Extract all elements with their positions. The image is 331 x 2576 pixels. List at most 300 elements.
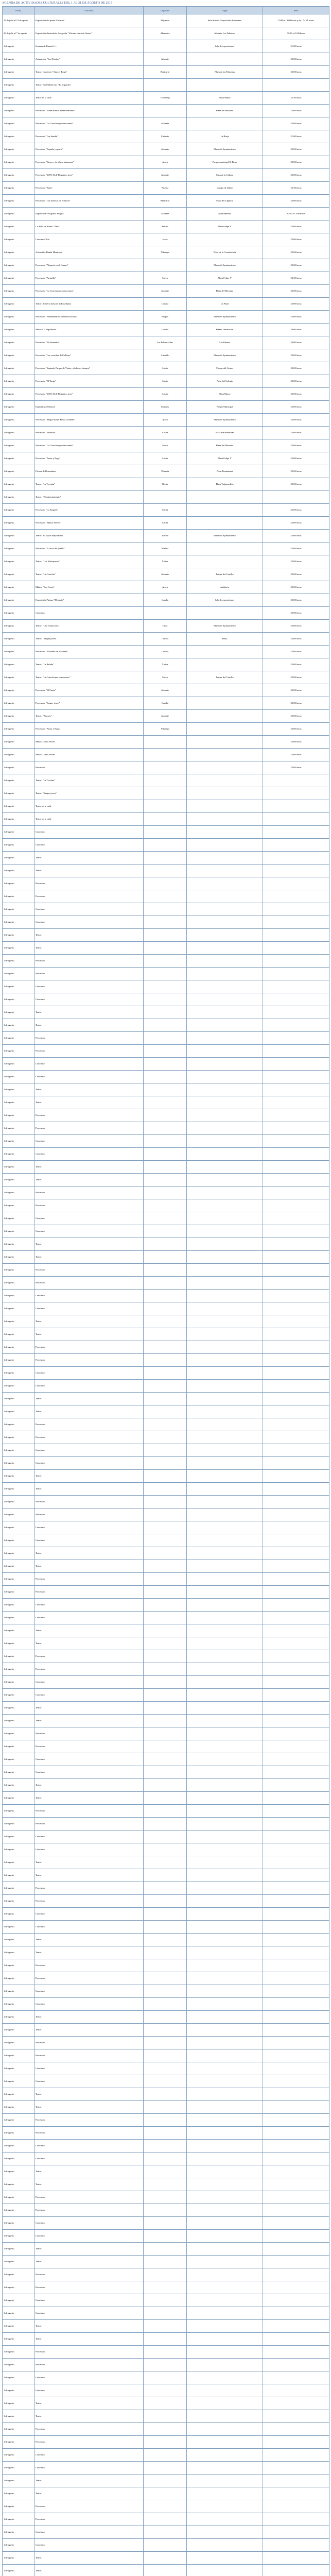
organizer-cell: Alicante: [144, 285, 187, 298]
place-cell: Plaza: [187, 633, 263, 646]
time-cell: [263, 1418, 329, 1431]
place-cell: [187, 839, 263, 852]
place-cell: [187, 1367, 263, 1380]
table-row: [3, 1019, 329, 1032]
organizer-cell: Alicante: [144, 53, 187, 66]
organizer-cell: Ayora: [144, 414, 187, 427]
organizer-cell: Cullera: [144, 646, 187, 658]
time-cell: [263, 1199, 329, 1212]
place-cell: [187, 1934, 263, 1946]
organizer-cell: [144, 1290, 187, 1302]
place-cell: [187, 1251, 263, 1264]
organizer-cell: [144, 1663, 187, 1676]
table-row: [3, 1689, 329, 1702]
place-cell: La Plaza: [187, 298, 263, 311]
table-row: [3, 568, 329, 581]
organizer-cell: [144, 1637, 187, 1650]
activity-cell: Concierto: [34, 2075, 144, 2088]
organizer-cell: [144, 1624, 187, 1637]
time-cell: [263, 2049, 329, 2062]
activity-cell: Teatro: [34, 2552, 144, 2565]
organizer-cell: [144, 1341, 187, 1354]
time-cell: [263, 1071, 329, 1083]
date-cell: 1 de agosto: [3, 1405, 34, 1418]
date-cell: 1 de agosto: [3, 1444, 34, 1457]
table-row: [3, 1573, 329, 1586]
table-row: [3, 787, 329, 800]
header-actividad: Actividad: [34, 7, 144, 14]
date-cell: 1 de agosto: [3, 427, 34, 439]
place-cell: [187, 1328, 263, 1341]
date-cell: 1 de agosto: [3, 1019, 34, 1032]
place-cell: [187, 1225, 263, 1238]
place-cell: [187, 1831, 263, 1843]
table-row: [3, 671, 329, 684]
activity-cell: Música Cinco Flores: [34, 749, 144, 761]
table-row: [3, 14, 329, 27]
organizer-cell: [144, 105, 187, 117]
table-row: [3, 2268, 329, 2281]
place-cell: [187, 1006, 263, 1019]
organizer-cell: Las Palmas Altas: [144, 336, 187, 349]
time-cell: [263, 839, 329, 852]
place-cell: [187, 1174, 263, 1187]
time-cell: [263, 1496, 329, 1509]
organizer-cell: [144, 1586, 187, 1599]
table-row: [3, 2153, 329, 2165]
place-cell: Plaza del Ayuntamiento: [187, 414, 263, 427]
table-row: [3, 736, 329, 749]
place-cell: [187, 1908, 263, 1921]
time-cell: [263, 2075, 329, 2088]
place-cell: [187, 491, 263, 504]
place-cell: [187, 2243, 263, 2256]
date-cell: 1 de agosto: [3, 2153, 34, 2165]
activity-cell: Teatro: [34, 1470, 144, 1483]
organizer-cell: [144, 736, 187, 749]
activity-cell: Procesión: [34, 2191, 144, 2204]
organizer-cell: Aldaia: [144, 427, 187, 439]
date-cell: 1 de agosto: [3, 1521, 34, 1534]
organizer-cell: [144, 2449, 187, 2462]
time-cell: [263, 1405, 329, 1418]
table-row: [3, 620, 329, 633]
time-cell: [263, 826, 329, 839]
date-cell: 1 de agosto: [3, 1393, 34, 1405]
activity-cell: Procesión: [34, 1109, 144, 1122]
activity-cell: Concierto: [34, 2371, 144, 2384]
table-row: [3, 2513, 329, 2526]
organizer-cell: [144, 980, 187, 993]
activity-cell: Procesión: [34, 761, 144, 774]
place-cell: [187, 1483, 263, 1496]
time-cell: [263, 1985, 329, 1998]
organizer-cell: [144, 1753, 187, 1766]
activity-cell: Procesión: "Amarillo": [34, 272, 144, 285]
date-cell: 1 de agosto: [3, 2256, 34, 2268]
time-cell: [263, 1174, 329, 1187]
table-row: [3, 1534, 329, 1547]
organizer-cell: [144, 1405, 187, 1418]
date-cell: 1 de agosto: [3, 130, 34, 143]
activity-cell: Actuación: Banda Municipal: [34, 246, 144, 259]
activity-cell: Teatro: [34, 2165, 144, 2178]
date-cell: 1 de agosto: [3, 336, 34, 349]
activity-cell: Concierto: [34, 1985, 144, 1998]
time-cell: [263, 1702, 329, 1715]
time-cell: [263, 1727, 329, 1740]
place-cell: [187, 1019, 263, 1032]
time-cell: [263, 1225, 329, 1238]
time-cell: [263, 1264, 329, 1277]
time-cell: [263, 2384, 329, 2397]
organizer-cell: [144, 2436, 187, 2449]
table-row: [3, 968, 329, 980]
time-cell: [263, 1122, 329, 1135]
activity-cell: Procesión: "La Sangría": [34, 504, 144, 517]
table-row: [3, 1818, 329, 1831]
place-cell: [187, 1199, 263, 1212]
date-cell: 1 de agosto: [3, 684, 34, 697]
time-cell: 22:00 horas: [263, 414, 329, 427]
table-row: [3, 2436, 329, 2449]
organizer-cell: Alicante: [144, 169, 187, 182]
table-row: [3, 2539, 329, 2552]
table-row: [3, 1959, 329, 1972]
time-cell: [263, 1302, 329, 1315]
activity-cell: Procesión: [34, 1663, 144, 1676]
agenda-table-body: [3, 14, 329, 2576]
table-row: [3, 1418, 329, 1431]
place-cell: [187, 1405, 263, 1418]
table-row: [3, 182, 329, 195]
table-row: [3, 865, 329, 877]
organizer-cell: Torrevieja: [144, 92, 187, 105]
time-cell: 22:00 horas: [263, 117, 329, 130]
table-row: [3, 1612, 329, 1624]
organizer-cell: [144, 1573, 187, 1586]
organizer-cell: [144, 955, 187, 968]
organizer-cell: Carlet: [144, 504, 187, 517]
time-cell: [263, 2165, 329, 2178]
time-cell: [263, 2526, 329, 2539]
place-cell: [187, 2281, 263, 2294]
place-cell: La Bruja: [187, 130, 263, 143]
table-row: [3, 66, 329, 79]
date-cell: 1 de agosto: [3, 1470, 34, 1483]
date-cell: 1 de agosto: [3, 2333, 34, 2346]
organizer-cell: [144, 2346, 187, 2359]
activity-cell: Concierto: [34, 1908, 144, 1921]
organizer-cell: [144, 2294, 187, 2307]
time-cell: [263, 787, 329, 800]
table-row: [3, 1715, 329, 1727]
date-cell: 1 de agosto: [3, 1096, 34, 1109]
date-cell: 1 de agosto: [3, 1856, 34, 1869]
time-cell: [263, 1869, 329, 1882]
activity-cell: Teatro: [34, 1483, 144, 1496]
organizer-cell: [144, 1521, 187, 1534]
date-cell: 1 de agosto: [3, 375, 34, 388]
activity-cell: Teatro: [34, 1560, 144, 1573]
table-row: [3, 452, 329, 465]
date-cell: 1 de agosto: [3, 1290, 34, 1302]
activity-cell: Procesión: [34, 890, 144, 903]
place-cell: Plaza del Ayuntamiento: [187, 620, 263, 633]
time-cell: [263, 1908, 329, 1921]
date-cell: 1 de agosto: [3, 414, 34, 427]
table-row: [3, 1431, 329, 1444]
activity-cell: Procesión: [34, 1496, 144, 1509]
date-cell: 1 de agosto: [3, 2359, 34, 2371]
organizer-cell: [144, 607, 187, 620]
place-cell: [187, 1689, 263, 1702]
date-cell: 1 de agosto: [3, 2075, 34, 2088]
organizer-cell: [144, 2153, 187, 2165]
activity-cell: Exposición Fotografía antigua: [34, 208, 144, 221]
table-row: [3, 2178, 329, 2191]
date-cell: 1 de agosto: [3, 1624, 34, 1637]
table-row: [3, 427, 329, 439]
activity-cell: Concierto: [34, 2062, 144, 2075]
table-row: [3, 1083, 329, 1096]
place-cell: [187, 2294, 263, 2307]
place-cell: Plaza Benimámet: [187, 465, 263, 478]
organizer-cell: Gandía: [144, 324, 187, 336]
table-row: [3, 2114, 329, 2127]
place-cell: [187, 2513, 263, 2526]
place-cell: [187, 865, 263, 877]
place-cell: [187, 1972, 263, 1985]
place-cell: [187, 1818, 263, 1831]
activity-cell: Procesión: [34, 955, 144, 968]
organizer-cell: [144, 2178, 187, 2191]
place-cell: [187, 1702, 263, 1715]
date-cell: 1 de agosto: [3, 968, 34, 980]
date-cell: 1 de agosto: [3, 1663, 34, 1676]
date-cell: 1 de agosto: [3, 1818, 34, 1831]
organizer-cell: [144, 1792, 187, 1805]
place-cell: [187, 658, 263, 671]
date-cell: 1 de agosto: [3, 1148, 34, 1161]
table-row: [3, 1805, 329, 1818]
activity-cell: Teatro: [34, 1393, 144, 1405]
place-cell: [187, 2088, 263, 2101]
date-cell: 1 de agosto: [3, 594, 34, 607]
organizer-cell: Alquerías: [144, 14, 187, 27]
time-cell: 22:00 horas: [263, 530, 329, 543]
place-cell: [187, 646, 263, 658]
date-cell: 1 de agosto: [3, 1328, 34, 1341]
activity-cell: Procesión: [34, 1650, 144, 1663]
place-cell: [187, 2049, 263, 2062]
table-row: [3, 1148, 329, 1161]
place-cell: Las Palmas: [187, 336, 263, 349]
activity-cell: Teatro: [34, 1856, 144, 1869]
table-row: [3, 2088, 329, 2101]
time-cell: [263, 1959, 329, 1972]
organizer-cell: [144, 1779, 187, 1792]
place-cell: [187, 774, 263, 787]
organizer-cell: [144, 2359, 187, 2371]
activity-cell: Concierto: [34, 1534, 144, 1547]
table-row: [3, 1663, 329, 1676]
table-row: [3, 324, 329, 336]
activity-cell: Procesión: [34, 1032, 144, 1045]
table-row: [3, 1702, 329, 1715]
activity-cell: Concierto: [34, 1843, 144, 1856]
organizer-cell: Caliente: [144, 130, 187, 143]
table-row: [3, 2140, 329, 2153]
time-cell: [263, 2500, 329, 2513]
organizer-cell: [144, 1431, 187, 1444]
date-cell: 20 de julio al 7 de agosto: [3, 27, 34, 40]
place-cell: [187, 2204, 263, 2217]
date-cell: 1 de agosto: [3, 2346, 34, 2359]
place-cell: [187, 1637, 263, 1650]
time-cell: [263, 1560, 329, 1573]
time-cell: 22:00 horas: [263, 375, 329, 388]
activity-cell: Concierto: [34, 2294, 144, 2307]
place-cell: [187, 877, 263, 890]
organizer-cell: [144, 1444, 187, 1457]
date-cell: 1 de agosto: [3, 736, 34, 749]
place-cell: [187, 1393, 263, 1405]
date-cell: 1 de agosto: [3, 1869, 34, 1882]
date-cell: 1 de agosto: [3, 2024, 34, 2037]
date-cell: 1 de agosto: [3, 581, 34, 594]
date-cell: 1 de agosto: [3, 2062, 34, 2075]
date-cell: 1 de agosto: [3, 916, 34, 929]
date-cell: 1 de agosto: [3, 1959, 34, 1972]
time-cell: [263, 2191, 329, 2204]
table-row: [3, 2449, 329, 2462]
table-row: [3, 761, 329, 774]
activity-cell: Concierto: [34, 1921, 144, 1934]
table-row: [3, 1740, 329, 1753]
table-row: [3, 1135, 329, 1148]
table-row: [3, 581, 329, 594]
table-row: [3, 2320, 329, 2333]
date-cell: 1 de agosto: [3, 607, 34, 620]
time-cell: [263, 1380, 329, 1393]
place-cell: [187, 1740, 263, 1753]
place-cell: [187, 2462, 263, 2475]
table-row: [3, 1547, 329, 1560]
date-cell: 1 de agosto: [3, 1740, 34, 1753]
activity-cell: Procesión: [34, 1586, 144, 1599]
organizer-cell: [144, 2191, 187, 2204]
table-row: [3, 749, 329, 761]
place-cell: [187, 543, 263, 555]
activity-cell: Teatro: "Amores": [34, 710, 144, 723]
date-cell: 1 de agosto: [3, 2449, 34, 2462]
date-cell: 1 de agosto: [3, 1251, 34, 1264]
date-cell: 1 de agosto: [3, 787, 34, 800]
time-cell: [263, 2217, 329, 2230]
table-row: [3, 1199, 329, 1212]
time-cell: [263, 1470, 329, 1483]
table-row: [3, 1946, 329, 1959]
activity-cell: Procesión: [34, 1972, 144, 1985]
time-cell: [263, 2281, 329, 2294]
place-cell: [187, 736, 263, 749]
date-cell: 1 de agosto: [3, 1083, 34, 1096]
date-cell: 1 de agosto: [3, 1715, 34, 1727]
place-cell: [187, 1650, 263, 1663]
table-row: [3, 246, 329, 259]
organizer-cell: [144, 1818, 187, 1831]
organizer-cell: [144, 2075, 187, 2088]
table-row: [3, 2049, 329, 2062]
organizer-cell: [144, 1715, 187, 1727]
table-row: [3, 1109, 329, 1122]
place-cell: Plaza del Ayuntamiento: [187, 530, 263, 543]
time-cell: [263, 890, 329, 903]
activity-cell: Exposición ilustrada de fotografía "Alicante tierra de fiestas": [34, 27, 144, 40]
activity-cell: Procesión: [34, 968, 144, 980]
organizer-cell: [144, 1727, 187, 1740]
place-cell: [187, 1264, 263, 1277]
place-cell: [187, 684, 263, 697]
organizer-cell: [144, 2256, 187, 2268]
table-row: [3, 723, 329, 736]
activity-cell: Procesión: [34, 2127, 144, 2140]
date-cell: 1 de agosto: [3, 1225, 34, 1238]
activity-cell: Procesión: [34, 1045, 144, 1058]
time-cell: 22:00 horas: [263, 761, 329, 774]
place-cell: Parque del Castillo: [187, 568, 263, 581]
table-row: [3, 504, 329, 517]
date-cell: 1 de agosto: [3, 980, 34, 993]
place-cell: [187, 2565, 263, 2576]
organizer-cell: [144, 1676, 187, 1689]
date-cell: 1 de agosto: [3, 285, 34, 298]
organizer-cell: [144, 1045, 187, 1058]
table-row: [3, 852, 329, 865]
activity-cell: Concierto: [34, 1380, 144, 1393]
table-row: [3, 929, 329, 942]
date-cell: 1 de agosto: [3, 2307, 34, 2320]
place-cell: [187, 2307, 263, 2320]
time-cell: [263, 2268, 329, 2281]
organizer-cell: Manises: [144, 401, 187, 414]
table-row: [3, 349, 329, 362]
date-cell: 1 de agosto: [3, 2140, 34, 2153]
time-cell: [263, 1109, 329, 1122]
time-cell: [263, 1483, 329, 1496]
organizer-cell: [144, 877, 187, 890]
organizer-cell: Denia: [144, 478, 187, 491]
date-cell: 1 de agosto: [3, 311, 34, 324]
activity-cell: Procesión: [34, 1959, 144, 1972]
place-cell: [187, 903, 263, 916]
activity-cell: Teatro: "La Balada": [34, 658, 144, 671]
organizer-cell: [144, 2410, 187, 2423]
organizer-cell: [144, 2333, 187, 2346]
date-cell: 1 de agosto: [3, 143, 34, 156]
date-cell: 1 de agosto: [3, 272, 34, 285]
time-cell: [263, 865, 329, 877]
activity-cell: Concierto: [34, 1766, 144, 1779]
date-cell: 1 de agosto: [3, 2217, 34, 2230]
date-cell: 1 de agosto: [3, 2526, 34, 2539]
date-cell: 1 de agosto: [3, 491, 34, 504]
place-cell: [187, 813, 263, 826]
table-row: [3, 1277, 329, 1290]
time-cell: 21:00 horas: [263, 40, 329, 53]
header-lugar: Lugar: [187, 7, 263, 14]
